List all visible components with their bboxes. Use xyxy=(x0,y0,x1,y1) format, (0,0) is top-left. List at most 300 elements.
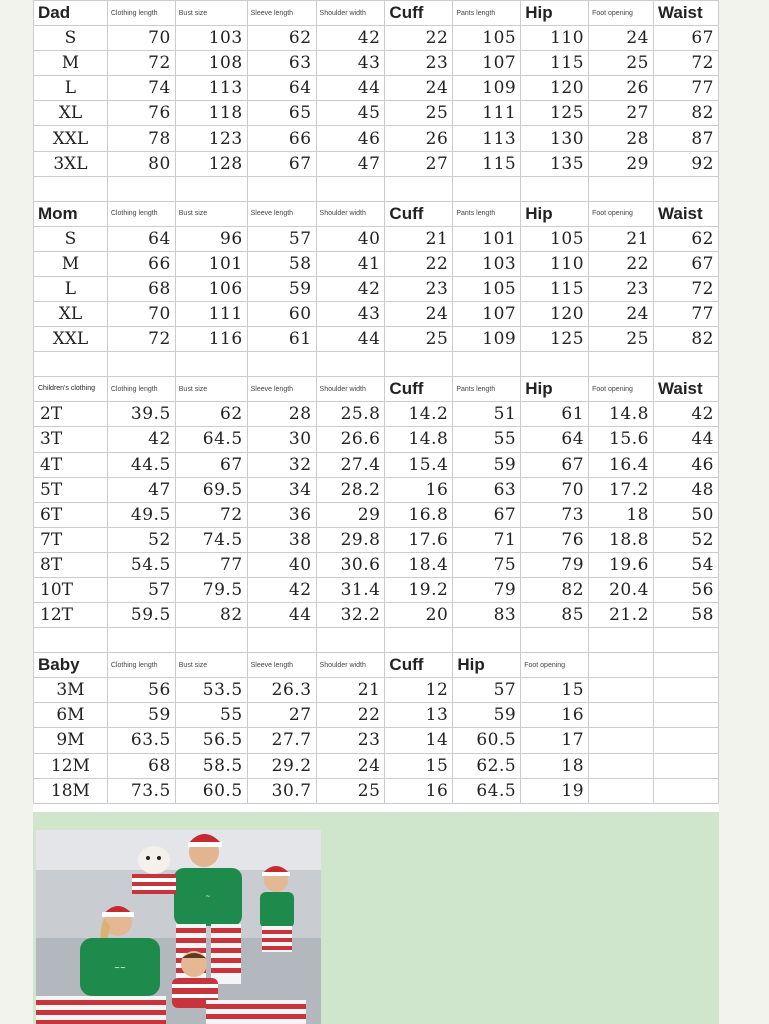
spacer-cell xyxy=(521,352,589,377)
children-cell: 79 xyxy=(521,552,589,577)
dad-cell: 27 xyxy=(385,151,453,176)
mom-header-0: Clothing length xyxy=(107,201,175,226)
children-cell: 69.5 xyxy=(175,477,247,502)
children-size-label: 12T xyxy=(34,603,108,628)
mom-row xyxy=(34,276,719,301)
children-cell: 16.4 xyxy=(589,452,654,477)
mom-cell: 23 xyxy=(385,276,453,301)
dad-header-2: Sleeve length xyxy=(247,1,316,26)
mom-cell: 107 xyxy=(453,302,521,327)
dad-cell: 26 xyxy=(385,126,453,151)
mom-cell: 22 xyxy=(589,251,654,276)
baby-cell: 57 xyxy=(453,678,521,703)
children-cell: 77 xyxy=(175,552,247,577)
baby-cell: 26.3 xyxy=(247,678,316,703)
children-header-2: Sleeve length xyxy=(247,377,316,402)
children-cell: 18.8 xyxy=(589,527,654,552)
children-header-8: Waist xyxy=(653,377,718,402)
dad-cell: 130 xyxy=(521,126,589,151)
baby-cell: 64.5 xyxy=(453,778,521,803)
svg-text:~: ~ xyxy=(205,893,211,900)
children-header-5: Pants length xyxy=(453,377,521,402)
children-cell: 29 xyxy=(316,502,385,527)
baby-header-empty xyxy=(653,653,718,678)
mom-cell: 106 xyxy=(175,276,247,301)
children-size-label: 10T xyxy=(34,577,108,602)
dad-cell: 25 xyxy=(385,101,453,126)
mom-cell: 101 xyxy=(175,251,247,276)
mom-cell: 110 xyxy=(521,251,589,276)
children-cell: 14.2 xyxy=(385,402,453,427)
children-section-label: Children's clothing xyxy=(34,377,108,402)
spacer-cell xyxy=(385,628,453,653)
mom-cell: 43 xyxy=(316,302,385,327)
dad-cell: 108 xyxy=(175,51,247,76)
dad-cell: 103 xyxy=(175,26,247,51)
children-row xyxy=(34,402,719,427)
mom-cell: 25 xyxy=(385,327,453,352)
children-cell: 40 xyxy=(247,552,316,577)
children-cell: 49.5 xyxy=(107,502,175,527)
mom-cell: 22 xyxy=(385,251,453,276)
children-cell: 54.5 xyxy=(107,552,175,577)
baby-cell-empty xyxy=(589,728,654,753)
mom-header-5: Pants length xyxy=(453,201,521,226)
mom-header-4: Cuff xyxy=(385,201,453,226)
baby-size-label: 12M xyxy=(34,753,108,778)
children-cell: 47 xyxy=(107,477,175,502)
children-cell: 29.8 xyxy=(316,527,385,552)
dad-cell: 72 xyxy=(653,51,718,76)
mom-cell: 64 xyxy=(107,226,175,251)
children-row xyxy=(34,603,719,628)
baby-header-6: Foot opening xyxy=(521,653,589,678)
children-header-6: Hip xyxy=(521,377,589,402)
baby-cell: 30.7 xyxy=(247,778,316,803)
baby-cell: 16 xyxy=(385,778,453,803)
mom-cell: 59 xyxy=(247,276,316,301)
dad-header-1: Bust size xyxy=(175,1,247,26)
children-cell: 17.2 xyxy=(589,477,654,502)
mom-cell: 72 xyxy=(653,276,718,301)
baby-cell: 60.5 xyxy=(175,778,247,803)
children-cell: 14.8 xyxy=(589,402,654,427)
mom-cell: 24 xyxy=(385,302,453,327)
children-row xyxy=(34,427,719,452)
children-cell: 30 xyxy=(247,427,316,452)
dad-size-label: XL xyxy=(34,101,108,126)
dad-size-label: L xyxy=(34,76,108,101)
children-row xyxy=(34,527,719,552)
mom-cell: 70 xyxy=(107,302,175,327)
children-cell: 62 xyxy=(175,402,247,427)
mom-row xyxy=(34,226,719,251)
baby-cell-empty xyxy=(589,753,654,778)
children-size-label: 6T xyxy=(34,502,108,527)
mom-cell: 116 xyxy=(175,327,247,352)
dad-header-0: Clothing length xyxy=(107,1,175,26)
spacer-cell xyxy=(453,176,521,201)
spacer-cell xyxy=(653,352,718,377)
baby-cell: 58.5 xyxy=(175,753,247,778)
baby-cell-empty xyxy=(589,703,654,728)
dad-cell: 66 xyxy=(247,126,316,151)
dad-size-label: XXL xyxy=(34,126,108,151)
baby-cell-empty xyxy=(653,778,718,803)
dad-cell: 135 xyxy=(521,151,589,176)
children-size-label: 7T xyxy=(34,527,108,552)
baby-row xyxy=(34,753,719,778)
baby-row xyxy=(34,678,719,703)
children-cell: 74.5 xyxy=(175,527,247,552)
dad-cell: 26 xyxy=(589,76,654,101)
mom-size-label: M xyxy=(34,251,108,276)
spacer-cell xyxy=(107,176,175,201)
children-cell: 31.4 xyxy=(316,577,385,602)
baby-cell: 59 xyxy=(453,703,521,728)
children-cell: 72 xyxy=(175,502,247,527)
spacer-cell xyxy=(589,628,654,653)
dad-cell: 115 xyxy=(453,151,521,176)
baby-cell: 27 xyxy=(247,703,316,728)
children-cell: 52 xyxy=(653,527,718,552)
dad-section-label: Dad xyxy=(34,1,108,26)
children-cell: 27.4 xyxy=(316,452,385,477)
baby-size-label: 18M xyxy=(34,778,108,803)
children-cell: 42 xyxy=(653,402,718,427)
children-cell: 25.8 xyxy=(316,402,385,427)
children-cell: 56 xyxy=(653,577,718,602)
children-cell: 71 xyxy=(453,527,521,552)
spacer-cell xyxy=(385,176,453,201)
children-cell: 82 xyxy=(521,577,589,602)
children-cell: 19.2 xyxy=(385,577,453,602)
baby-cell: 15 xyxy=(521,678,589,703)
children-row xyxy=(34,552,719,577)
dad-cell: 24 xyxy=(589,26,654,51)
baby-cell: 27.7 xyxy=(247,728,316,753)
mom-header-1: Bust size xyxy=(175,201,247,226)
dad-cell: 118 xyxy=(175,101,247,126)
children-cell: 70 xyxy=(521,477,589,502)
children-cell: 63 xyxy=(453,477,521,502)
dad-cell: 82 xyxy=(653,101,718,126)
children-cell: 67 xyxy=(175,452,247,477)
spacer-cell xyxy=(107,352,175,377)
baby-cell: 56.5 xyxy=(175,728,247,753)
children-cell: 14.8 xyxy=(385,427,453,452)
children-cell: 30.6 xyxy=(316,552,385,577)
spacer-cell xyxy=(521,628,589,653)
baby-row xyxy=(34,778,719,803)
baby-cell: 24 xyxy=(316,753,385,778)
children-header-7: Foot opening xyxy=(589,377,654,402)
children-cell: 28 xyxy=(247,402,316,427)
spacer-cell xyxy=(453,352,521,377)
dad-cell: 29 xyxy=(589,151,654,176)
mom-cell: 103 xyxy=(453,251,521,276)
children-cell: 42 xyxy=(247,577,316,602)
mom-cell: 21 xyxy=(589,226,654,251)
baby-size-label: 9M xyxy=(34,728,108,753)
dad-cell: 77 xyxy=(653,76,718,101)
baby-size-label: 3M xyxy=(34,678,108,703)
baby-cell: 59 xyxy=(107,703,175,728)
spacer-cell xyxy=(175,628,247,653)
mom-cell: 120 xyxy=(521,302,589,327)
mom-cell: 125 xyxy=(521,327,589,352)
baby-cell: 12 xyxy=(385,678,453,703)
mom-cell: 23 xyxy=(589,276,654,301)
dad-cell: 113 xyxy=(175,76,247,101)
baby-cell: 14 xyxy=(385,728,453,753)
baby-cell-empty xyxy=(589,678,654,703)
dad-cell: 111 xyxy=(453,101,521,126)
mom-row xyxy=(34,327,719,352)
children-cell: 15.4 xyxy=(385,452,453,477)
dad-cell: 44 xyxy=(316,76,385,101)
baby-cell: 17 xyxy=(521,728,589,753)
dad-cell: 46 xyxy=(316,126,385,151)
spacer-row xyxy=(34,176,719,201)
dad-cell: 70 xyxy=(107,26,175,51)
mom-cell: 67 xyxy=(653,251,718,276)
mom-cell: 109 xyxy=(453,327,521,352)
children-cell: 54 xyxy=(653,552,718,577)
baby-cell-empty xyxy=(653,678,718,703)
children-cell: 26.6 xyxy=(316,427,385,452)
mom-cell: 40 xyxy=(316,226,385,251)
dad-cell: 27 xyxy=(589,101,654,126)
mom-header-2: Sleeve length xyxy=(247,201,316,226)
spacer-cell xyxy=(175,352,247,377)
spacer-cell xyxy=(247,628,316,653)
dad-cell: 76 xyxy=(107,101,175,126)
children-cell: 16 xyxy=(385,477,453,502)
children-cell: 79.5 xyxy=(175,577,247,602)
dad-header-3: Shoulder width xyxy=(316,1,385,26)
baby-section-label: Baby xyxy=(34,653,108,678)
mom-header-row xyxy=(34,201,719,226)
dad-row xyxy=(34,151,719,176)
mom-cell: 58 xyxy=(247,251,316,276)
dad-cell: 109 xyxy=(453,76,521,101)
children-cell: 46 xyxy=(653,452,718,477)
children-cell: 51 xyxy=(453,402,521,427)
children-cell: 20 xyxy=(385,603,453,628)
spacer-cell xyxy=(521,176,589,201)
baby-header-row xyxy=(34,653,719,678)
mom-row xyxy=(34,251,719,276)
dad-header-row xyxy=(34,1,719,26)
children-row xyxy=(34,577,719,602)
dad-row xyxy=(34,76,719,101)
mom-header-8: Waist xyxy=(653,201,718,226)
dad-cell: 87 xyxy=(653,126,718,151)
mom-cell: 61 xyxy=(247,327,316,352)
baby-cell: 23 xyxy=(316,728,385,753)
dad-size-label: 3XL xyxy=(34,151,108,176)
spacer-cell xyxy=(653,176,718,201)
spacer-cell xyxy=(316,352,385,377)
mom-cell: 57 xyxy=(247,226,316,251)
children-cell: 64.5 xyxy=(175,427,247,452)
dad-cell: 92 xyxy=(653,151,718,176)
children-cell: 73 xyxy=(521,502,589,527)
spacer-cell xyxy=(107,628,175,653)
dad-cell: 115 xyxy=(521,51,589,76)
spacer-cell xyxy=(175,176,247,201)
mom-size-label: XL xyxy=(34,302,108,327)
dad-cell: 65 xyxy=(247,101,316,126)
dad-cell: 22 xyxy=(385,26,453,51)
children-cell: 67 xyxy=(521,452,589,477)
dad-cell: 107 xyxy=(453,51,521,76)
children-cell: 57 xyxy=(107,577,175,602)
baby-header-0: Clothing length xyxy=(107,653,175,678)
children-cell: 32.2 xyxy=(316,603,385,628)
children-cell: 76 xyxy=(521,527,589,552)
spacer-cell xyxy=(316,628,385,653)
children-cell: 75 xyxy=(453,552,521,577)
dad-cell: 67 xyxy=(247,151,316,176)
spacer-cell xyxy=(34,628,108,653)
baby-cell: 25 xyxy=(316,778,385,803)
children-cell: 55 xyxy=(453,427,521,452)
children-cell: 18 xyxy=(589,502,654,527)
dad-cell: 110 xyxy=(521,26,589,51)
mom-size-label: XXL xyxy=(34,327,108,352)
spacer-cell xyxy=(34,176,108,201)
children-cell: 58 xyxy=(653,603,718,628)
dad-cell: 74 xyxy=(107,76,175,101)
dad-cell: 80 xyxy=(107,151,175,176)
baby-cell: 21 xyxy=(316,678,385,703)
children-cell: 48 xyxy=(653,477,718,502)
baby-cell: 68 xyxy=(107,753,175,778)
mom-cell: 105 xyxy=(521,226,589,251)
mom-header-3: Shoulder width xyxy=(316,201,385,226)
children-header-1: Bust size xyxy=(175,377,247,402)
svg-text:~~: ~~ xyxy=(114,964,126,972)
dad-row xyxy=(34,51,719,76)
dad-cell: 25 xyxy=(589,51,654,76)
children-cell: 36 xyxy=(247,502,316,527)
spacer-cell xyxy=(653,628,718,653)
children-header-4: Cuff xyxy=(385,377,453,402)
children-cell: 15.6 xyxy=(589,427,654,452)
children-cell: 83 xyxy=(453,603,521,628)
children-cell: 59.5 xyxy=(107,603,175,628)
dad-cell: 128 xyxy=(175,151,247,176)
mom-cell: 44 xyxy=(316,327,385,352)
baby-cell: 13 xyxy=(385,703,453,728)
baby-row xyxy=(34,703,719,728)
dad-cell: 120 xyxy=(521,76,589,101)
dad-cell: 78 xyxy=(107,126,175,151)
dad-cell: 63 xyxy=(247,51,316,76)
children-cell: 85 xyxy=(521,603,589,628)
dad-cell: 113 xyxy=(453,126,521,151)
children-cell: 52 xyxy=(107,527,175,552)
baby-header-1: Bust size xyxy=(175,653,247,678)
mom-cell: 62 xyxy=(653,226,718,251)
baby-cell-empty xyxy=(653,703,718,728)
children-row xyxy=(34,502,719,527)
baby-row xyxy=(34,728,719,753)
children-header-row xyxy=(34,377,719,402)
children-row xyxy=(34,477,719,502)
mom-cell: 101 xyxy=(453,226,521,251)
children-header-3: Shoulder width xyxy=(316,377,385,402)
baby-cell: 60.5 xyxy=(453,728,521,753)
baby-cell: 73.5 xyxy=(107,778,175,803)
children-cell: 82 xyxy=(175,603,247,628)
children-cell: 19.6 xyxy=(589,552,654,577)
children-size-label: 4T xyxy=(34,452,108,477)
children-cell: 20.4 xyxy=(589,577,654,602)
children-cell: 61 xyxy=(521,402,589,427)
dad-header-6: Hip xyxy=(521,1,589,26)
mom-cell: 68 xyxy=(107,276,175,301)
dad-cell: 23 xyxy=(385,51,453,76)
children-cell: 38 xyxy=(247,527,316,552)
dad-cell: 64 xyxy=(247,76,316,101)
mom-cell: 24 xyxy=(589,302,654,327)
dad-header-8: Waist xyxy=(653,1,718,26)
dad-header-4: Cuff xyxy=(385,1,453,26)
mom-section-label: Mom xyxy=(34,201,108,226)
size-chart-table xyxy=(33,0,719,804)
mom-cell: 41 xyxy=(316,251,385,276)
dad-cell: 105 xyxy=(453,26,521,51)
baby-header-2: Sleeve length xyxy=(247,653,316,678)
spacer-row xyxy=(34,628,719,653)
dad-cell: 28 xyxy=(589,126,654,151)
spacer-cell xyxy=(34,352,108,377)
children-cell: 18.4 xyxy=(385,552,453,577)
spacer-cell xyxy=(589,352,654,377)
baby-cell: 63.5 xyxy=(107,728,175,753)
mom-size-label: S xyxy=(34,226,108,251)
mom-header-6: Hip xyxy=(521,201,589,226)
dad-size-label: M xyxy=(34,51,108,76)
size-chart-sheet xyxy=(33,0,719,812)
children-cell: 44 xyxy=(653,427,718,452)
dad-cell: 24 xyxy=(385,76,453,101)
mom-cell: 105 xyxy=(453,276,521,301)
baby-cell: 15 xyxy=(385,753,453,778)
children-cell: 34 xyxy=(247,477,316,502)
mom-header-7: Foot opening xyxy=(589,201,654,226)
dad-cell: 47 xyxy=(316,151,385,176)
children-size-label: 8T xyxy=(34,552,108,577)
baby-header-4: Cuff xyxy=(385,653,453,678)
baby-header-5: Hip xyxy=(453,653,521,678)
family-pajamas-photo xyxy=(36,830,321,1024)
children-cell: 28.2 xyxy=(316,477,385,502)
children-cell: 59 xyxy=(453,452,521,477)
mom-cell: 25 xyxy=(589,327,654,352)
mom-cell: 111 xyxy=(175,302,247,327)
baby-cell: 56 xyxy=(107,678,175,703)
baby-cell: 53.5 xyxy=(175,678,247,703)
dad-cell: 43 xyxy=(316,51,385,76)
dad-header-5: Pants length xyxy=(453,1,521,26)
dad-cell: 125 xyxy=(521,101,589,126)
children-cell: 64 xyxy=(521,427,589,452)
dad-cell: 45 xyxy=(316,101,385,126)
